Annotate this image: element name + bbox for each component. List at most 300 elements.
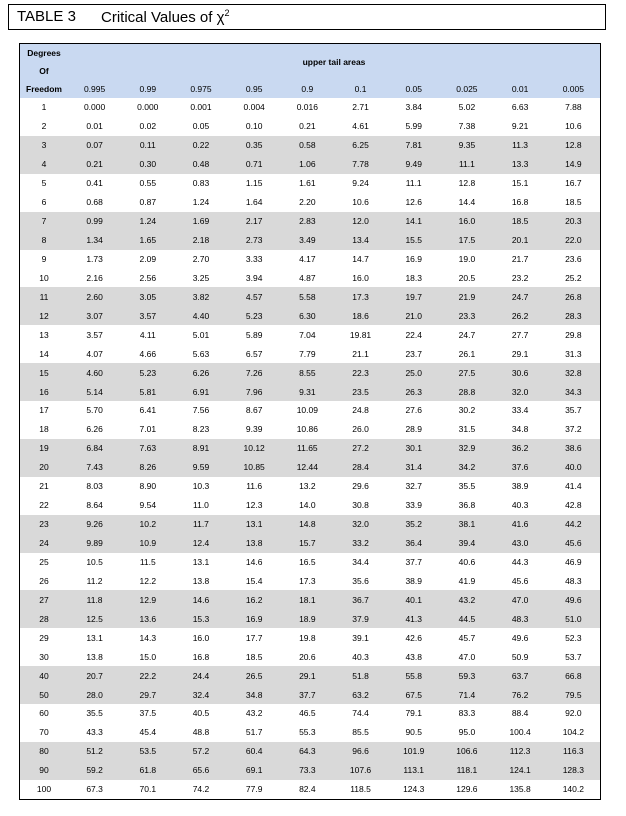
- critical-value-cell: 20.5: [458, 272, 476, 283]
- critical-value-cell: 55.3: [299, 727, 316, 738]
- critical-value-cell: 74.2: [192, 784, 210, 795]
- critical-value-cell: 1.61: [299, 178, 316, 189]
- critical-value-cell: 31.4: [387, 458, 440, 477]
- critical-value-cell: 12.8: [547, 136, 600, 155]
- table-row: [20, 136, 600, 155]
- table-row: [20, 268, 600, 287]
- critical-value-cell: 43.8: [405, 651, 422, 662]
- critical-value-cell: 129.6: [456, 784, 478, 795]
- critical-value-cell: 8.03: [86, 481, 103, 492]
- critical-value-cell: 63.2: [334, 685, 387, 704]
- critical-value-cell: 14.1: [387, 212, 440, 231]
- critical-value-cell: 26.5: [228, 666, 281, 685]
- critical-value-cell: 2.70: [192, 253, 210, 264]
- critical-value-cell: 13.4: [334, 231, 387, 250]
- critical-value-cell: 57.2: [174, 742, 227, 761]
- degrees-of-freedom-cell: 5: [41, 178, 47, 189]
- critical-value-cell: 10.6: [352, 197, 369, 208]
- degrees-of-freedom-cell: 20: [20, 458, 68, 477]
- critical-value-cell: 60.4: [228, 742, 281, 761]
- table-row: [20, 231, 600, 250]
- critical-value-cell: 40.1: [387, 590, 440, 609]
- critical-value-cell: 0.000: [83, 102, 106, 113]
- table-row: [20, 723, 600, 742]
- critical-value-cell: 37.7: [405, 556, 422, 567]
- critical-value-cell: 46.9: [565, 556, 582, 567]
- critical-value-cell: 19.81: [349, 329, 372, 340]
- table-row: [20, 193, 600, 212]
- critical-value-cell: 33.4: [511, 405, 529, 416]
- table-row: [20, 439, 600, 458]
- critical-value-cell: 5.70: [86, 405, 103, 416]
- critical-value-cell: 41.3: [387, 609, 440, 628]
- header-area: 0.995: [68, 80, 121, 98]
- critical-value-cell: 0.21: [68, 155, 121, 174]
- critical-value-cell: 34.3: [547, 382, 600, 401]
- critical-value-cell: 8.26: [121, 458, 174, 477]
- critical-value-cell: 19.8: [299, 632, 316, 643]
- critical-value-cell: 50.9: [511, 651, 529, 662]
- critical-value-cell: 33.2: [334, 534, 387, 553]
- critical-value-cell: 38.9: [511, 481, 529, 492]
- degrees-of-freedom-cell: 7: [20, 212, 68, 231]
- critical-value-cell: 13.3: [494, 155, 547, 174]
- critical-value-cell: 32.0: [334, 515, 387, 534]
- critical-value-cell: 28.0: [68, 685, 121, 704]
- critical-value-cell: 9.35: [440, 136, 493, 155]
- degrees-of-freedom-cell: 3: [20, 136, 68, 155]
- critical-value-cell: 2.20: [299, 197, 316, 208]
- critical-value-cell: 14.9: [547, 155, 600, 174]
- critical-value-cell: 49.6: [511, 632, 529, 643]
- critical-value-cell: 34.8: [511, 424, 529, 435]
- critical-value-cell: 16.8: [511, 197, 529, 208]
- table-row: [20, 742, 600, 761]
- degrees-of-freedom-cell: 25: [39, 556, 49, 567]
- critical-value-cell: 12.9: [121, 590, 174, 609]
- critical-value-cell: 9.49: [387, 155, 440, 174]
- critical-value-cell: 8.91: [174, 439, 227, 458]
- critical-value-cell: 4.07: [86, 348, 103, 359]
- critical-value-cell: 4.57: [228, 287, 281, 306]
- critical-value-cell: 51.0: [547, 609, 600, 628]
- critical-value-cell: 26.3: [387, 382, 440, 401]
- critical-value-cell: 0.58: [281, 136, 334, 155]
- critical-value-cell: 21.1: [352, 348, 369, 359]
- critical-value-cell: 28.9: [405, 424, 422, 435]
- header-of: Of: [20, 62, 68, 80]
- critical-value-cell: 33.9: [405, 500, 422, 511]
- critical-value-cell: 32.7: [405, 481, 422, 492]
- degrees-of-freedom-cell: 8: [20, 231, 68, 250]
- critical-value-cell: 0.004: [243, 102, 265, 113]
- critical-value-cell: 100.4: [509, 727, 531, 738]
- table-row: [20, 306, 600, 325]
- critical-value-cell: 4.66: [139, 348, 157, 359]
- critical-value-cell: 36.7: [334, 590, 387, 609]
- critical-value-cell: 11.6: [246, 481, 263, 492]
- critical-value-cell: 14.6: [174, 590, 227, 609]
- critical-value-cell: 31.3: [565, 348, 582, 359]
- critical-value-cell: 13.8: [228, 534, 281, 553]
- critical-value-cell: 25.0: [387, 363, 440, 382]
- critical-value-cell: 7.63: [121, 439, 174, 458]
- critical-value-cell: 19.7: [387, 287, 440, 306]
- critical-value-cell: 10.6: [565, 121, 582, 132]
- critical-value-cell: 48.8: [192, 727, 210, 738]
- critical-value-cell: 96.6: [334, 742, 387, 761]
- critical-value-cell: 0.02: [139, 121, 157, 132]
- critical-value-cell: 18.9: [281, 609, 334, 628]
- critical-value-cell: 26.8: [547, 287, 600, 306]
- critical-value-cell: 1.64: [245, 197, 263, 208]
- table-title-box: [8, 4, 606, 30]
- critical-value-cell: 39.1: [352, 632, 369, 643]
- critical-value-cell: 15.1: [511, 178, 529, 189]
- critical-value-cell: 53.5: [121, 742, 174, 761]
- degrees-of-freedom-cell: 18: [39, 424, 49, 435]
- critical-value-cell: 1.73: [86, 253, 103, 264]
- critical-value-cell: 6.57: [245, 348, 263, 359]
- critical-value-cell: 10.85: [228, 458, 281, 477]
- degrees-of-freedom-cell: 14: [39, 348, 49, 359]
- critical-value-cell: 82.4: [299, 784, 316, 795]
- critical-value-cell: 73.3: [281, 761, 334, 780]
- critical-value-cell: 12.6: [405, 197, 422, 208]
- critical-value-cell: 124.3: [403, 784, 425, 795]
- critical-value-cell: 40.0: [547, 458, 600, 477]
- critical-value-cell: 4.40: [174, 306, 227, 325]
- critical-value-cell: 124.1: [494, 761, 547, 780]
- table-row: [20, 363, 600, 382]
- critical-value-cell: 5.14: [68, 382, 121, 401]
- critical-value-cell: 13.8: [86, 651, 103, 662]
- critical-value-cell: 44.5: [440, 609, 493, 628]
- critical-value-cell: 1.15: [245, 178, 263, 189]
- critical-value-cell: 101.9: [387, 742, 440, 761]
- critical-value-cell: 7.79: [299, 348, 316, 359]
- header-degrees: Degrees: [20, 44, 68, 62]
- critical-value-cell: 49.6: [547, 590, 600, 609]
- critical-value-cell: 12.2: [139, 575, 157, 586]
- critical-value-cell: 37.5: [139, 708, 157, 719]
- critical-value-cell: 41.6: [494, 515, 547, 534]
- critical-value-cell: 8.55: [281, 363, 334, 382]
- critical-value-cell: 15.4: [245, 575, 263, 586]
- critical-value-cell: 5.89: [245, 329, 263, 340]
- header-area: 0.975: [174, 80, 227, 98]
- critical-value-cell: 15.3: [174, 609, 227, 628]
- degrees-of-freedom-cell: 21: [39, 481, 49, 492]
- critical-value-cell: 1.06: [281, 155, 334, 174]
- critical-value-cell: 3.05: [121, 287, 174, 306]
- critical-value-cell: 6.26: [86, 424, 103, 435]
- critical-value-cell: 22.4: [405, 329, 422, 340]
- critical-value-cell: 113.1: [387, 761, 440, 780]
- critical-value-cell: 79.5: [547, 685, 600, 704]
- critical-value-cell: 1.24: [192, 197, 210, 208]
- critical-value-cell: 4.17: [299, 253, 316, 264]
- critical-value-cell: 67.3: [86, 784, 103, 795]
- critical-value-cell: 7.88: [565, 102, 582, 113]
- critical-value-cell: 32.9: [440, 439, 493, 458]
- critical-value-cell: 0.01: [86, 121, 103, 132]
- critical-value-cell: 34.2: [440, 458, 493, 477]
- critical-value-cell: 43.2: [440, 590, 493, 609]
- critical-value-cell: 51.2: [68, 742, 121, 761]
- critical-value-cell: 19.0: [458, 253, 476, 264]
- critical-value-cell: 37.2: [565, 424, 582, 435]
- critical-value-cell: 63.7: [494, 666, 547, 685]
- critical-value-cell: 42.8: [565, 500, 582, 511]
- critical-value-cell: 53.7: [565, 651, 582, 662]
- critical-value-cell: 36.4: [387, 534, 440, 553]
- table-row: [20, 344, 600, 363]
- critical-value-cell: 5.99: [405, 121, 422, 132]
- table-row: [20, 666, 600, 685]
- table-row: [20, 155, 600, 174]
- critical-value-cell: 0.016: [296, 102, 318, 113]
- critical-value-cell: 90.5: [405, 727, 422, 738]
- critical-value-cell: 14.6: [245, 556, 263, 567]
- critical-value-cell: 4.87: [299, 272, 316, 283]
- critical-value-cell: 0.000: [137, 102, 159, 113]
- critical-value-cell: 76.2: [494, 685, 547, 704]
- critical-value-cell: 16.9: [405, 253, 422, 264]
- table-row: [20, 401, 600, 420]
- critical-value-cell: 29.7: [121, 685, 174, 704]
- critical-value-cell: 2.18: [174, 231, 227, 250]
- critical-value-cell: 24.8: [352, 405, 369, 416]
- critical-value-cell: 3.49: [281, 231, 334, 250]
- critical-value-cell: 16.8: [192, 651, 210, 662]
- chi-square-table: [19, 43, 601, 800]
- degrees-of-freedom-cell: 13: [39, 329, 49, 340]
- critical-value-cell: 0.11: [121, 136, 174, 155]
- critical-value-cell: 2.71: [352, 102, 369, 113]
- critical-value-cell: 2.09: [139, 253, 157, 264]
- critical-value-cell: 1.65: [121, 231, 174, 250]
- critical-value-cell: 16.0: [192, 632, 210, 643]
- critical-value-cell: 9.31: [281, 382, 334, 401]
- critical-value-cell: 21.0: [387, 306, 440, 325]
- critical-value-cell: 92.0: [565, 708, 582, 719]
- critical-value-cell: 6.91: [174, 382, 227, 401]
- critical-value-cell: 5.01: [192, 329, 210, 340]
- critical-value-cell: 15.7: [281, 534, 334, 553]
- header-area: 0.99: [121, 80, 174, 98]
- critical-value-cell: 135.8: [509, 784, 531, 795]
- critical-value-cell: 18.3: [405, 272, 422, 283]
- critical-value-cell: 13.1: [86, 632, 103, 643]
- critical-value-cell: 9.24: [352, 178, 369, 189]
- critical-value-cell: 0.99: [68, 212, 121, 231]
- header-area: 0.025: [440, 80, 493, 98]
- critical-value-cell: 10.9: [121, 534, 174, 553]
- critical-value-cell: 43.3: [86, 727, 103, 738]
- critical-value-cell: 59.2: [68, 761, 121, 780]
- critical-value-cell: 10.09: [296, 405, 318, 416]
- critical-value-cell: 12.3: [245, 500, 263, 511]
- critical-value-cell: 26.2: [494, 306, 547, 325]
- critical-value-cell: 7.26: [228, 363, 281, 382]
- critical-value-cell: 64.3: [281, 742, 334, 761]
- header-area: 0.05: [387, 80, 440, 98]
- critical-value-cell: 67.5: [387, 685, 440, 704]
- critical-value-cell: 45.4: [139, 727, 157, 738]
- critical-value-cell: 77.9: [245, 784, 263, 795]
- critical-value-cell: 40.6: [458, 556, 476, 567]
- degrees-of-freedom-cell: 60: [39, 708, 49, 719]
- critical-value-cell: 21.7: [511, 253, 529, 264]
- critical-value-cell: 16.7: [565, 178, 582, 189]
- critical-value-cell: 13.8: [192, 575, 210, 586]
- critical-value-cell: 3.33: [245, 253, 263, 264]
- table-row: [20, 553, 600, 572]
- header-area: 0.9: [281, 80, 334, 98]
- critical-value-cell: 107.6: [334, 761, 387, 780]
- critical-value-cell: 18.1: [281, 590, 334, 609]
- critical-value-cell: 2.73: [228, 231, 281, 250]
- critical-value-cell: 6.25: [334, 136, 387, 155]
- critical-value-cell: 116.3: [547, 742, 600, 761]
- critical-value-cell: 17.3: [299, 575, 316, 586]
- critical-value-cell: 13.2: [299, 481, 316, 492]
- critical-value-cell: 15.0: [139, 651, 157, 662]
- critical-value-cell: 38.6: [547, 439, 600, 458]
- critical-value-cell: 27.5: [440, 363, 493, 382]
- table-title-text: Critical Values of χ: [101, 9, 225, 26]
- critical-value-cell: 8.90: [139, 481, 157, 492]
- critical-value-cell: 11.1: [440, 155, 493, 174]
- critical-value-cell: 104.2: [562, 727, 584, 738]
- table-number: TABLE 3: [17, 8, 76, 25]
- critical-value-cell: 17.5: [440, 231, 493, 250]
- degrees-of-freedom-cell: 100: [36, 784, 52, 795]
- critical-value-cell: 14.8: [281, 515, 334, 534]
- critical-value-cell: 0.35: [228, 136, 281, 155]
- critical-value-cell: 45.6: [511, 575, 529, 586]
- critical-value-cell: 7.56: [192, 405, 210, 416]
- critical-value-cell: 6.41: [139, 405, 157, 416]
- degrees-of-freedom-cell: 4: [20, 155, 68, 174]
- degrees-of-freedom-cell: 27: [20, 590, 68, 609]
- critical-value-cell: 9.21: [511, 121, 529, 132]
- table-row: [20, 496, 600, 515]
- critical-value-cell: 22.3: [334, 363, 387, 382]
- critical-value-cell: 6.63: [511, 102, 529, 113]
- degrees-of-freedom-cell: 19: [20, 439, 68, 458]
- critical-value-cell: 35.6: [352, 575, 369, 586]
- table-row: [20, 458, 600, 477]
- critical-value-cell: 3.07: [68, 306, 121, 325]
- critical-value-cell: 0.68: [86, 197, 103, 208]
- table-row: [20, 515, 600, 534]
- critical-value-cell: 61.8: [121, 761, 174, 780]
- critical-value-cell: 25.2: [565, 272, 582, 283]
- critical-value-cell: 29.1: [281, 666, 334, 685]
- critical-value-cell: 40.5: [192, 708, 210, 719]
- degrees-of-freedom-cell: 29: [39, 632, 49, 643]
- table-row: [20, 590, 600, 609]
- critical-value-cell: 118.1: [440, 761, 493, 780]
- critical-value-cell: 71.4: [440, 685, 493, 704]
- critical-value-cell: 37.9: [334, 609, 387, 628]
- critical-value-cell: 0.55: [139, 178, 157, 189]
- critical-value-cell: 23.2: [511, 272, 529, 283]
- critical-value-cell: 22.2: [121, 666, 174, 685]
- critical-value-cell: 18.5: [494, 212, 547, 231]
- critical-value-cell: 0.10: [245, 121, 263, 132]
- critical-value-cell: 14.4: [458, 197, 476, 208]
- critical-value-cell: 23.7: [405, 348, 422, 359]
- critical-value-cell: 10.2: [121, 515, 174, 534]
- critical-value-cell: 11.8: [68, 590, 121, 609]
- critical-value-cell: 43.0: [494, 534, 547, 553]
- critical-value-cell: 14.7: [352, 253, 369, 264]
- critical-value-cell: 27.7: [511, 329, 529, 340]
- header-area: 0.005: [547, 80, 600, 98]
- critical-value-cell: 7.78: [334, 155, 387, 174]
- critical-value-cell: 7.38: [458, 121, 476, 132]
- critical-value-cell: 118.5: [350, 784, 371, 795]
- critical-value-cell: 7.96: [228, 382, 281, 401]
- header-upper-tail-areas: upper tail areas: [68, 44, 600, 80]
- critical-value-cell: 40.3: [352, 651, 369, 662]
- table-row: [20, 382, 600, 401]
- critical-value-cell: 5.23: [121, 363, 174, 382]
- degrees-of-freedom-cell: 11: [20, 287, 68, 306]
- critical-value-cell: 16.0: [352, 272, 369, 283]
- critical-value-cell: 2.17: [228, 212, 281, 231]
- critical-value-cell: 0.07: [68, 136, 121, 155]
- critical-value-cell: 48.3: [565, 575, 582, 586]
- critical-value-cell: 20.1: [494, 231, 547, 250]
- critical-value-cell: 30.1: [387, 439, 440, 458]
- critical-value-cell: 14.3: [139, 632, 157, 643]
- critical-value-cell: 0.87: [139, 197, 157, 208]
- critical-value-cell: 36.2: [494, 439, 547, 458]
- critical-value-cell: 41.4: [565, 481, 582, 492]
- critical-value-cell: 30.6: [494, 363, 547, 382]
- degrees-of-freedom-cell: 22: [39, 500, 49, 511]
- critical-value-cell: 112.3: [494, 742, 547, 761]
- critical-value-cell: 51.7: [245, 727, 263, 738]
- critical-value-cell: 2.83: [281, 212, 334, 231]
- critical-value-cell: 31.5: [458, 424, 476, 435]
- degrees-of-freedom-cell: 50: [20, 685, 68, 704]
- critical-value-cell: 140.2: [562, 784, 584, 795]
- critical-value-cell: 16.5: [299, 556, 316, 567]
- critical-value-cell: 14.0: [299, 500, 316, 511]
- table-row: [20, 212, 600, 231]
- table-row: [20, 685, 600, 704]
- critical-value-cell: 8.64: [86, 500, 103, 511]
- critical-value-cell: 24.4: [174, 666, 227, 685]
- degrees-of-freedom-cell: 17: [39, 405, 49, 416]
- critical-value-cell: 37.7: [281, 685, 334, 704]
- critical-value-cell: 11.65: [281, 439, 334, 458]
- critical-value-cell: 11.2: [86, 575, 103, 586]
- table-row: [20, 609, 600, 628]
- critical-value-cell: 13.6: [121, 609, 174, 628]
- header-area: 0.01: [494, 80, 547, 98]
- critical-value-cell: 26.1: [458, 348, 476, 359]
- critical-value-cell: 43.2: [245, 708, 263, 719]
- critical-value-cell: 39.4: [440, 534, 493, 553]
- critical-value-cell: 0.83: [192, 178, 210, 189]
- critical-value-cell: 3.84: [405, 102, 422, 113]
